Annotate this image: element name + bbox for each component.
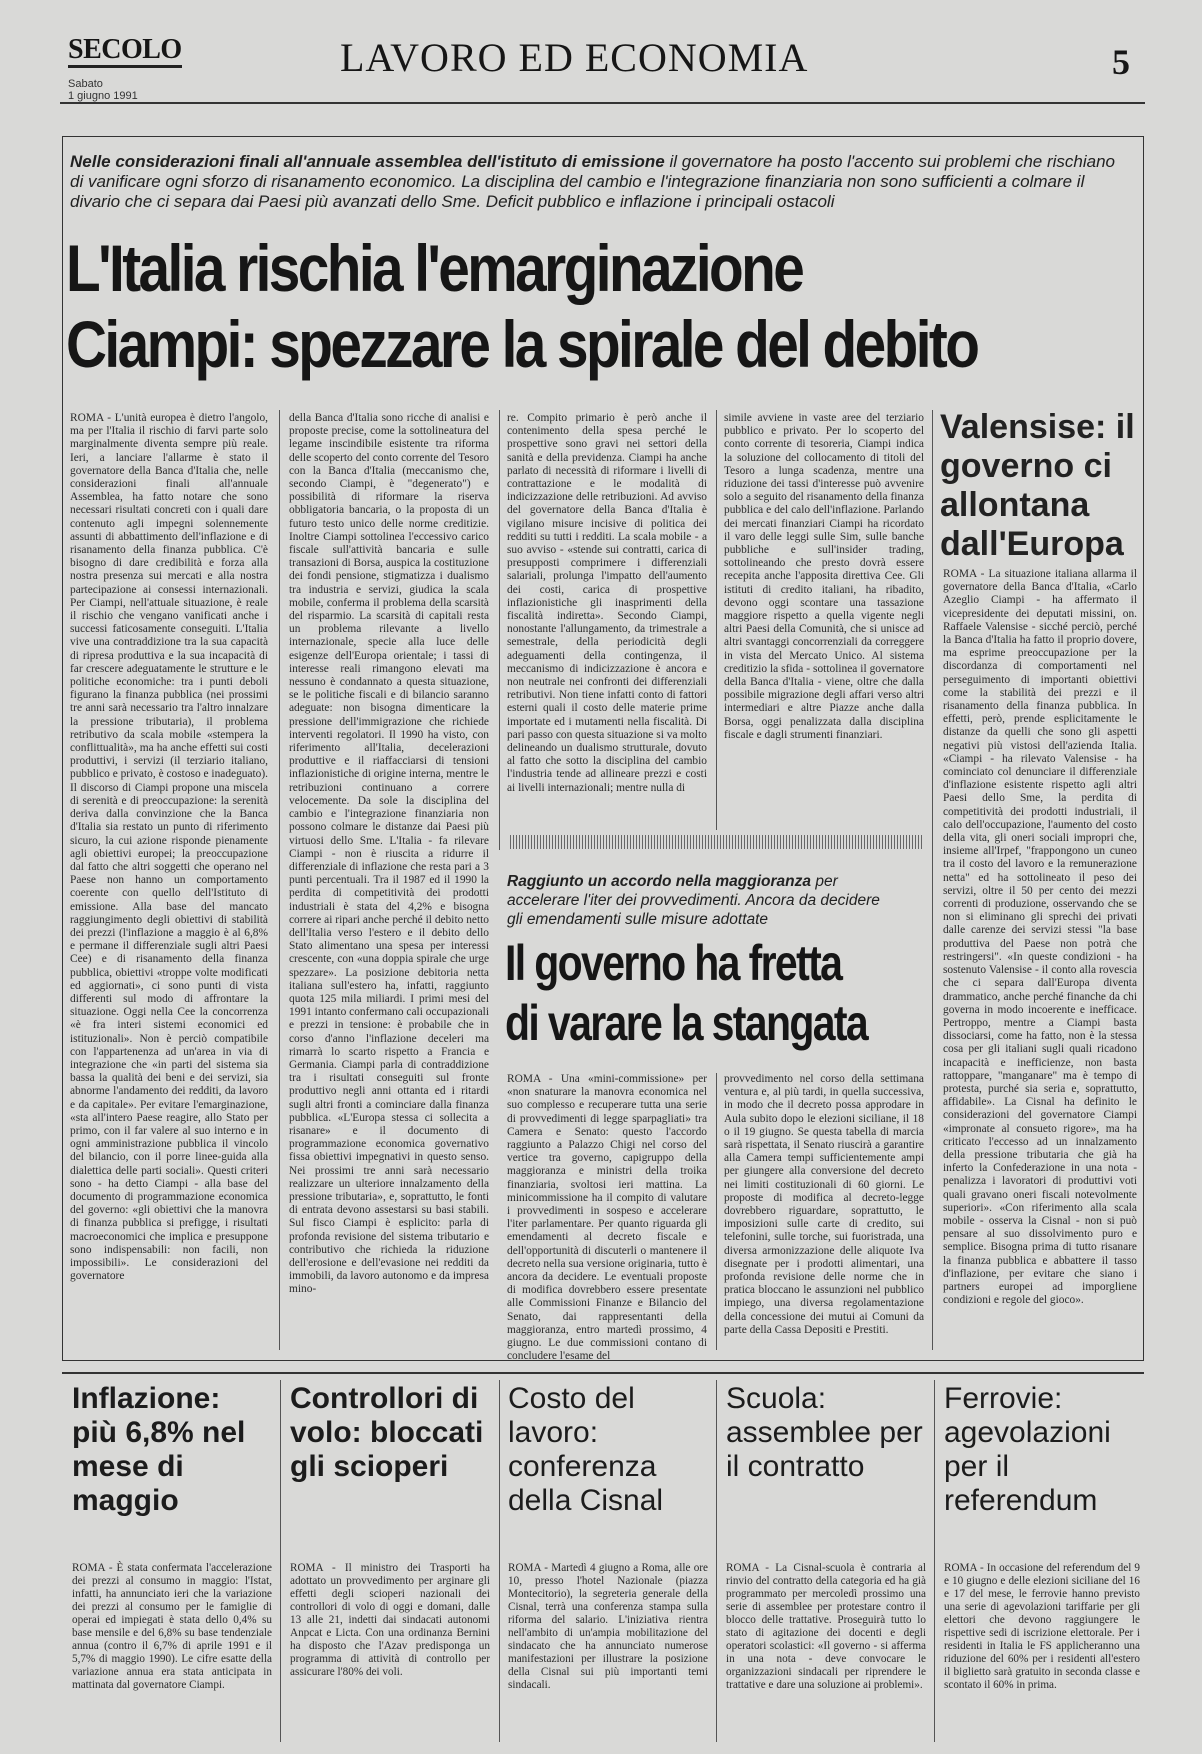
column-divider xyxy=(716,410,717,830)
briefs-top-rule xyxy=(62,1372,1144,1374)
brief-5-headline: Ferrovie: agevolazioni per il referendum xyxy=(944,1382,1111,1517)
header-rule xyxy=(60,102,1145,104)
column-divider xyxy=(934,1380,935,1742)
sub-column-2: provvedimento nel corso della settimana ventura e, al più tardi, in quella successiva, in modo che il decreto possa approdare in Aula subito dopo le elezioni siciliane, il 18 o il 19 giugno. Se questa tabella di marcia sarà rispettata, il Senato riuscirà a garantire alla Camera tempi sufficientemente ampi per giungere alla conversione del decreto nei limiti costituzionali di 60 giorni. Le proposte di modifica al decreto-legge dovrebbero riguardare, soprattutto, le imposizioni sulle carte di credito, sui telefonini, sulle torche, sui fuoristrada, una diversa armonizzazione delle aliquote Iva disegnate per i prodotti alimentari, una profonda revisione delle norme che in pratica bloccano le assunzioni nel pubblico impiego, una diversa regolamentazione della concessione dei mutui ai Comuni da parte della Cassa Depositi e Prestiti. xyxy=(724,1073,924,1336)
lead-column-2: della Banca d'Italia sono ricche di analisi e proposte precise, come la sottolineatura del legame inscindibile esistente tra riforma delle scoperto del conto corrente del Tesoro con la Banca d'Italia (meccanismo che, secondo Ciampi, è "degenerato") e possibilità di riformare la riserva obbligatoria bancaria, o la proposta di un futuro testo unico delle norme creditizie. Inoltre Ciampi sottolinea l'eccessivo carico fiscale sull'attività bancaria e sulle transazioni di Borsa, auspica la costituzione dei fondi pensione, stigmatizza i dualismo tra industria e servizi, giudica la scala mobile, conferma il problema della scarsità del risparmio. La scarsità di capitali resta un problema rilevante a livello internazionale, specie alla luce delle esigenze dell'Europa orientale; i tassi di interesse reali rimangono elevati ma nessuno è condannato a questa situazione, se le politiche fiscali e di bilancio saranno adeguate: non bisogna dimenticare la pressione dell'immigrazione che richiede interventi regolatori. Il 1990 ha visto, con riferimento all'Italia, decelerazioni produttive e il riaffacciarsi di tensioni inflazionistiche di origine interna, mentre le retribuzioni continuano a correre velocemente. Da sole la disciplina del cambio e l'integrazione finanziaria non possono colmare le distanze dai Paesi più virtuosi dello Sme. L'Italia - fa rilevare Ciampi - non è riuscita a ridurre il differenziale di inflazione che resta pari a 3 punti percentuali. Tra il 1987 ed il 1990 la perdita di competitività dei prodotti industriali è stata del 4,2% e bisogna correre ai ripari anche perché il debito netto dell'Italia verso l'estero e il debito dello Stato alimentano una spesa per interessi crescente, con «una doppia spirale che urge spezzare». La posizione debitoria netta italiana sull'estero ha, infatti, raggiunto quota 125 mila miliardi. I primi mesi del 1991 intanto confermano cali occupazionali e prezzi in tensione: è probabile che in corso d'anno l'inflazione deceleri ma rimarrà lo scarto rispetto a Francia e Germania. Ciampi parla di contraddizione tra i risultati conseguiti sul fronte produttivo negli anni ottanta ed i ritardi sugli altri fronti a cominciare dalla finanza pubblica. «L'Europa stessa ci sollecita a risanare» e il documento di programmazione economica governativo fissa obiettivi impegnativi in questo senso. Nei prossimi tre anni sarà necessario realizzare un ulteriore innalzamento della pressione tributaria», e, soprattutto, le fonti di entrata devono assestarsi su basi stabili. Sul fisco Ciampi è esplicito: parla di profonda revisione del sistema tributario e contributivo che richieda la riduzione dell'erosione e dell'evasione nei redditi da immobili, da lavoro autonomo e da impresa mino- xyxy=(289,412,489,1296)
lead-kicker-rest: il governatore ha posto l'accento sui problemi che rischiano di vanificare ogni sforzo di risanamento economico. La disciplina del cambio e l'integrazione finanziaria non sono sufficienti a colmare il divario che ci separa dai Paesi più avanzati dello Sme. Deficit pubblico e inflazione i principali ostacoli xyxy=(70,152,1115,211)
sub-headline-line-2: di varare la stangata xyxy=(505,995,868,1051)
sub-headline-line-1: Il governo ha fretta xyxy=(505,935,842,991)
lead-kicker xyxy=(70,152,1130,212)
side-headline: Valensise: il governo ci allontana dall'Europa xyxy=(940,408,1135,563)
issue-weekday: Sabato xyxy=(68,78,103,90)
issue-date-text: 1 giugno 1991 xyxy=(68,90,138,102)
brief-1-body: ROMA - È stata confermata l'accelerazione dei prezzi al consumo in maggio: l'Istat, infatti, ha annunciato ieri che la variazione dei prezzi al consumo per le famiglie di operai ed impiegati è stata dello 0,4% su base mensile e del 6,8% su base tendenziale annua (contro il 6,7% di aprile 1991 e il 5,7% di maggio 1990). Le cifre esatte della variazione annua era stata anticipata in mattinata dal governatore Ciampi. xyxy=(72,1562,272,1691)
lead-column-4: simile avviene in vaste aree del terziario pubblico e privato. Per lo scoperto del conto corrente di tesoreria, Ciampi indica la soluzione del collocamento di titoli del Tesoro a lunga scadenza, mentre una riduzione dei tassi d'interesse può avvenire solo a seguito del risanamento della finanza pubblica e del calo dell'inflazione. Parlando dei mercati finanziari Ciampi ha ricordato il varo delle leggi sulle Sim, sulle banche pubbliche e sull'insider trading, sottolineando che presto dovrà essere recepita anche l'apposita direttiva Cee. Gli istituti di credito italiani, ha ribadito, devono oggi scontare una tassazione maggiore rispetto a quella vigente negli altri Paesi della Comunità, che si unisce ad altri svantaggi concorrenziali da correggere in vista del Mercato Unico. Al sistema creditizio la sfida - sottolinea il governatore della Banca d'Italia - viene, oltre che dalla possibile migrazione degli affari verso altri intermediari e altre Piazze anche dalla Borsa, oggi penalizzata dalla disciplina fiscale e dagli strumenti finanziari. xyxy=(724,412,924,741)
issue-date xyxy=(68,78,138,102)
column-divider xyxy=(499,1380,500,1742)
column-divider xyxy=(499,410,500,850)
column-divider xyxy=(716,1073,717,1350)
lead-headline-line-1: L'Italia rischia l'emarginazione xyxy=(66,231,803,305)
section-title: LAVORO ED ECONOMIA xyxy=(340,35,809,80)
column-divider xyxy=(716,1380,717,1742)
brief-3-headline: Costo del lavoro: conferenza della Cisnal xyxy=(508,1382,664,1517)
brief-5-body: ROMA - In occasione del referendum del 9 e 10 giugno e delle elezioni siciliane del 16 e 17 del mese, le ferrovie hanno previsto una serie di agevolazioni tariffarie per gli elettori che devono raggiungere le rispettive sedi di iscrizione elettorale. Per i residenti in Italia le FS applicheranno una riduzione del 60% per i residenti all'estero il biglietto sarà gratuito in seconda classe e scontato il 60% in prima. xyxy=(944,1562,1140,1691)
lead-headline-line-2: Ciampi: spezzare la spirale del debito xyxy=(66,307,978,381)
brief-1-headline: Inflazione: più 6,8% nel mese di maggio xyxy=(72,1382,246,1517)
page-number: 5 xyxy=(1112,42,1130,82)
column-divider xyxy=(280,1380,281,1742)
side-body: ROMA - La situazione italiana allarma il governatore della Banca d'Italia, «Carlo Azeglio Ciampi - ha affermato il vicepresidente dei deputati missini, on. Raffaele Valensise - sicché perciò, perché la Banca d'Italia ha fatto il proprio dovere, ma esprime preoccupazione per la discordanza di comportamenti nel perseguimento di importanti obiettivi come la stabilità dei prezzi e il risanamento della finanza pubblica. In effetti, però, prende esplicitamente le distanze da quelli che sono gli aspetti negativi più vistosi dell'azienda Italia. «Ciampi - ha rilevato Valensise - ha cominciato col denunciare il differenziale d'inflazione esistente rispetto agli altri Paesi dello Sme, la perdita di competitività dei prodotti industriali, il calo dell'occupazione, l'aumento del costo della vita, gli oneri sociali impropri che, insieme all'Irpef, "frappongono un cuneo tra il costo del lavoro e la remunerazione netta" ed ha sottolineato il peso dei servizi, oltre il 50 per cento dei mezzi correnti di produzione, osservando che se non si eliminano gli sprechi dei privati dalle carenze dei servizi stessi "la base produttiva del Paese non potrà che restringersi". «In queste condizioni - ha sostenuto Valensise - il conto alla rovescia che ci separa dall'Europa diventa drammatico, anche perché finanche da chi governa in modo incoerente e inefficace. Pertroppo, mentre a Ciampi basta dissociarsi, come ha fatto, non è la stessa cosa per gli italiani sugli quali ricadono incapacità e inefficienze, non basta rattoppare, "manganare" ma è tempo di protesta, purché sia seria e, soprattutto, affidabile». La Cisnal ha definito le considerazioni del governatore Ciampi «impronate al consueto rigore», ma ha criticato l'eccesso ad un innalzamento della pressione tributaria che già ha inferto la Confederazione in una nota - penalizza i lavoratori di produttivi voti quali gravano oneri fiscali notevolmente superiori». «Con riferimento alla scala mobile - osserva la Cisnal - non si può pensare al suo dissolvimento puro e semplice. Bisogna prima di tutto risanare la finanza pubblica e abbattere il tasso d'inflazione, per evitare che siano i partners europei ad imporgliene condizioni e regole del gioco». xyxy=(943,568,1137,1307)
sub-column-1: ROMA - Una «mini-commissione» per «non snaturare la manovra economica nel suo complesso e recuperare tutta una serie di provvedimenti di legge sparpagliati» tra Camera e Senato: questo l'accordo raggiunto a Palazzo Chigi nel corso del vertice tra governo, capigruppo della maggioranza e ministri della troika finanziaria, svoltosi ieri mattina. La minicommissione ha il compito di valutare i provvedimenti in sospeso e accelerare l'iter parlamentare. Per quanto riguarda gli emendamenti al decreto fiscale e dell'opportunità di discuterli o mantenere il decreto nella sua versione originaria, tutto è ancora da decidere. Le eventuali proposte di modifica dovrebbero essere presentate alle Commissioni Finanze e Bilancio del Senato, dai rappresentanti della maggioranza, entro martedì prossimo, 4 giugno. Le due commissioni contano di concludere l'esame del xyxy=(507,1073,707,1363)
column-divider xyxy=(932,410,933,1350)
lead-kicker-bold: Nelle considerazioni finali all'annuale assemblea dell'istituto di emissione xyxy=(70,152,665,171)
sub-kicker-rest: per accelerare l'iter dei provvedimenti. Ancora da decidere gli emendamenti sulle misure adottate xyxy=(507,873,880,928)
brief-2-body: ROMA - Il ministro dei Trasporti ha adottato un provvedimento per arginare gli effetti degli scioperi nazionali dei controllori di volo di oggi e domani, dalle 13 alle 21, indetti dai sindacati autonomi Anpcat e Licta. Con una ordinanza Bernini ha disposto che l'Azav predisponga un programma di attività di controllo per assicurare l'80% dei voli. xyxy=(290,1562,490,1678)
sub-kicker xyxy=(507,872,882,929)
newspaper-logo: SECOLO xyxy=(68,36,182,68)
brief-2-headline: Controllori di volo: bloccati gli scioperi xyxy=(290,1382,484,1483)
section-divider-hatch xyxy=(510,835,922,849)
column-divider xyxy=(279,410,280,1350)
brief-4-headline: Scuola: assemblee per il contratto xyxy=(726,1382,923,1483)
lead-column-3: re. Compito primario è però anche il contenimento della spesa perché le prospettive sono gravi nei settori della sanità e della previdenza. Ciampi ha anche parlato di necessità di riformare i livelli di contrattazione e le modalità di indicizzazione delle retribuzioni. Ad avviso del governatore della Banca d'Italia è vigilano misure incisive di politica dei redditi su tutti i redditi. La scala mobile - a suo avviso - «stende sui contratti, carica di presupposti comprimere i differenziali salariali, prolunga l'impatto dell'aumento dei costi, carica di prospettive inflazionistiche gli inasprimenti della fiscalità indiretta». Secondo Ciampi, nonostante l'allungamento, da trimestrale a semestrale, della periodicità degli adeguamenti della contingenza, il meccanismo di indicizzazione è ancora e non neutrale nei confronti dei differenziali retributivi. Non tiene infatti conto di fattori esterni quali il costo delle materie prime importate ed i mutamenti nella fiscalità. Di pari passo con questa situazione si va molto delineando un dualismo strutturale, dovuto al fatto che sotto la disciplina del cambio l'industria tende ad allineare prezzi e costi ai livelli internazionali; mentre nulla di xyxy=(507,412,707,794)
lead-column-1: ROMA - L'unità europea è dietro l'angolo, ma per l'Italia il rischio di farvi parte solo marginalmente diventa sempre più reale. Ieri, a lanciare l'allarme è stato il governatore della Banca d'Italia che, nelle considerazioni finali all'annuale Assemblea, ha fatto notare che sono necessari risultati concreti con i quali dare contenuto agli impegni solennemente assunti di abbattimento dell'inflazione e di risanamento della finanza pubblica. C'è bisogno di dare credibilità e forza alla nostra presenza sui mercati e alla nostra partecipazione ai consessi internazionali. Per Ciampi, nell'attuale situazione, è reale il rischio che vengano vanificati anche i successi faticosamente conseguiti. L'Italia vive una contraddizione tra la sua capacità di ripresa produttiva e la sua incapacità di far crescere adeguatamente le strutture e le politiche economiche: tra i punti deboli figurano la finanza pubblica (nei prossimi tre anni sarà necessario tra l'altro innalzare la pressione tributaria), il problema retributivo da scala mobile «stempera la conflittualità», ma ha anche effetti sui costi produttivi, i servizi (il terziario italiano, pubblico e privato, è costoso e inadeguato). Il discorso di Ciampi propone una miscela di serenità e di preoccupazione: la serenità deriva dalla convinzione che la Banca d'Italia sia restato un punto di riferimento sicuro, la cui azione risponde pienamente agli obiettivi europei; la preoccupazione dal fatto che altri soggetti che operano nel Paese non hanno un comportamento coerente con quello dell'Istituto di emissione. Alla base del mancato raggiungimento degli obiettivi di stabilità dei prezzi (l'inflazione a maggio è al 6,8% e permane il differenziale sugli altri Paesi Cee) e di risanamento della finanza pubblica, obiettivi «troppe volte modificati ed aggiornati», ci sono punti di vista differenti sul modo di affrontare la situazione. Oggi nella Cee la concorrenza «è fra interi sistemi economici ed istituzionali». Non è perciò compatibile con l'appartenenza ad un'area in via di integrazione che «in parti del sistema sia bassa la qualità dei beni e dei servizi, sia abnorme l'andamento dei redditi, da lavoro e da capitale». Per evitare l'emarginazione, «sta all'intero Paese reagire, allo Stato per primo, con il far valere al suo interno e in ogni amministrazione pubblica il vincolo del bilancio, con il porre linee-guida alla dialettica delle parti sociali». Questi criteri sono - ha detto Ciampi - alla base del documento di programmazione economica del governo: «gli obiettivi che la manovra di finanza pubblica si prefigge, i risultati macroeconomici che implica e presuppone sono indispensabili: non facili, non impossibili». Le considerazioni del governatore xyxy=(70,412,269,1283)
brief-4-body: ROMA - La Cisnal-scuola è contraria al rinvio del contratto della categoria ed ha già programmato per mercoledì prossimo una serie di assemblee per protestare contro il blocco delle trattative. Proseguirà tutto lo stato di agitazione dei docenti e degli operatori scolastici: «Il governo - si afferma in una nota - deve convocare le organizzazioni sindacali per riprendere le trattative e dare una soluzione ai problemi». xyxy=(726,1562,926,1691)
brief-3-body: ROMA - Martedì 4 giugno a Roma, alle ore 10, presso l'hotel Nazionale (piazza Montecitorio), la segreteria generale della Cisnal, terrà una conferenza stampa sulla riforma del salario. L'iniziativa rientra nell'ambito di un'ampia mobilitazione del sindacato che ha annunciato numerose manifestazioni per illustrare la posizione della Cisnal sui più importanti temi sindacali. xyxy=(508,1562,708,1691)
sub-kicker-bold: Raggiunto un accordo nella maggioranza xyxy=(507,873,812,890)
